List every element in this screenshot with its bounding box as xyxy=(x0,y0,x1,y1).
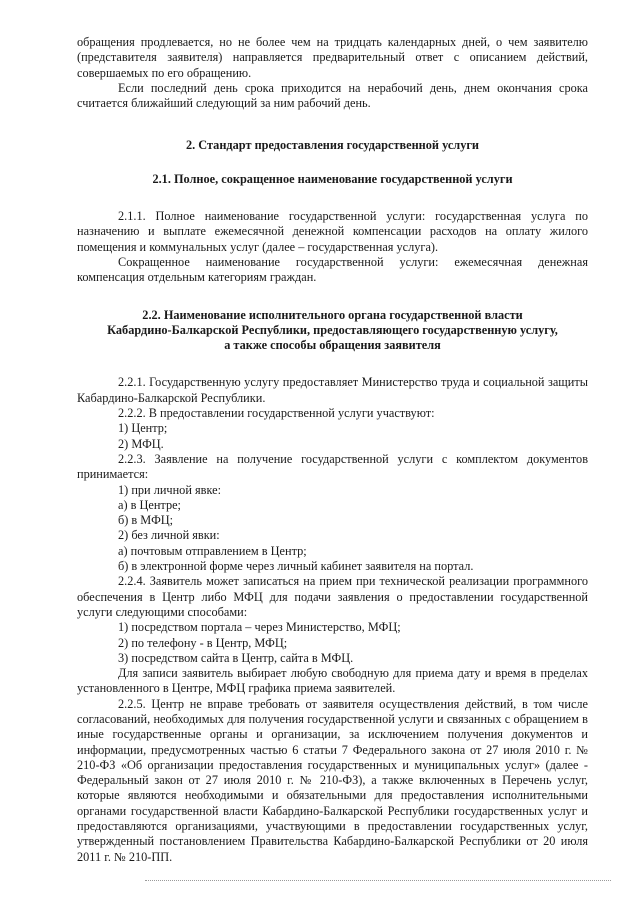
list-item: 2) без личной явки: xyxy=(118,528,220,543)
list-item: 2) МФЦ. xyxy=(118,436,164,451)
paragraph-2-2-4: 2.2.4. Заявитель может записаться на прием при технической реализации программного обеспечения в Центр либо МФЦ для подачи заявления о предоставлении государственной услуги следующими способами: xyxy=(77,574,588,619)
section-2-2-heading-line-2: Кабардино-Балкарской Республики, предоставляющего государственную услугу, xyxy=(107,322,558,337)
list-item: б) в электронной форме через личный кабинет заявителя на портал. xyxy=(118,559,474,574)
list-item: б) в МФЦ; xyxy=(118,513,174,528)
document-page xyxy=(77,35,588,865)
list-item: 1) при личной явке: xyxy=(118,482,221,497)
section-2-heading: 2. Стандарт предоставления государственной услуги xyxy=(185,138,480,153)
list-item: а) почтовым отправлением в Центр; xyxy=(118,543,307,558)
paragraph-2-2-5: 2.2.5. Центр не вправе требовать от заявителя осуществления действий, в том числе согласований, необходимых для получения государственной услуги и связанных с обращением в иные государственные органы и организации, за исключением получения документов и информации, предусмотренных частью 6 статьи 7 Федерального закона от 27 июля 2010 г. № 210-ФЗ «Об организации предоставления государственных и муниципальных услуг» (далее - Федеральный закон от 27 июля 2010 г. № 210-ФЗ), а также включенных в Перечень услуг, которые являются необходимыми и обязательными для предоставления исполнительными органами государственной власти Кабардино-Балкарской Республики государственных услуг и предоставляются организациями, участвующими в предоставлении государственных услуг, утвержденный постановлением Правительства Кабардино-Балкарской Республики от 20 июля 2011 г. № 210-ПП. xyxy=(77,696,588,864)
paragraph-2-1-1: 2.1.1. Полное наименование государственной услуги: государственная услуга по назначению и выплате ежемесячной денежной компенсации расходов на оплату жилого помещения и коммунальных услуг (далее – государственная услуга). xyxy=(77,209,588,254)
list-item: 1) посредством портала – через Министерство, МФЦ; xyxy=(118,620,401,635)
paragraph-2-2-2: 2.2.2. В предоставлении государственной услуги участвуют: xyxy=(118,406,435,421)
intro-paragraph-1: обращения продлевается, но не более чем на тридцать календарных дней, о чем заявителю (представителя заявителя) направляется предварительный ответ с описанием действий, совершаемых по его обращению. xyxy=(77,35,588,80)
intro-paragraph-2: Если последний день срока приходится на нерабочий день, днем окончания срока считается ближайший следующий за ним рабочий день. xyxy=(77,80,588,111)
paragraph-2-2-3: 2.2.3. Заявление на получение государственной услуги с комплектом документов принимается: xyxy=(77,451,588,482)
section-2-2-heading-line-3: а также способы обращения заявителя xyxy=(224,338,441,353)
section-2-1-heading: 2.1. Полное, сокращенное наименование государственной услуги xyxy=(152,171,513,186)
paragraph-2-2-1: 2.2.1. Государственную услугу предоставляет Министерство труда и социальной защиты Кабардино-Балкарской Республики. xyxy=(77,375,588,405)
section-2-2-heading-line-1: 2.2. Наименование исполнительного органа государственной власти xyxy=(142,307,523,322)
footer-dotted-rule xyxy=(145,880,611,881)
paragraph-appointment: Для записи заявитель выбирает любую свободную для приема дату и время в пределах установленного в Центре, МФЦ графика приема заявителей. xyxy=(77,666,588,696)
section-2-2-heading xyxy=(77,308,588,354)
list-item: 1) Центр; xyxy=(118,421,168,436)
list-item: 3) посредством сайта в Центр, сайта в МФЦ. xyxy=(118,650,354,665)
list-item: 2) по телефону - в Центр, МФЦ; xyxy=(118,635,288,650)
list-item: а) в Центре; xyxy=(118,497,181,512)
paragraph-short-name: Сокращенное наименование государственной услуги: ежемесячная денежная компенсация отдельным категориям граждан. xyxy=(77,254,588,285)
